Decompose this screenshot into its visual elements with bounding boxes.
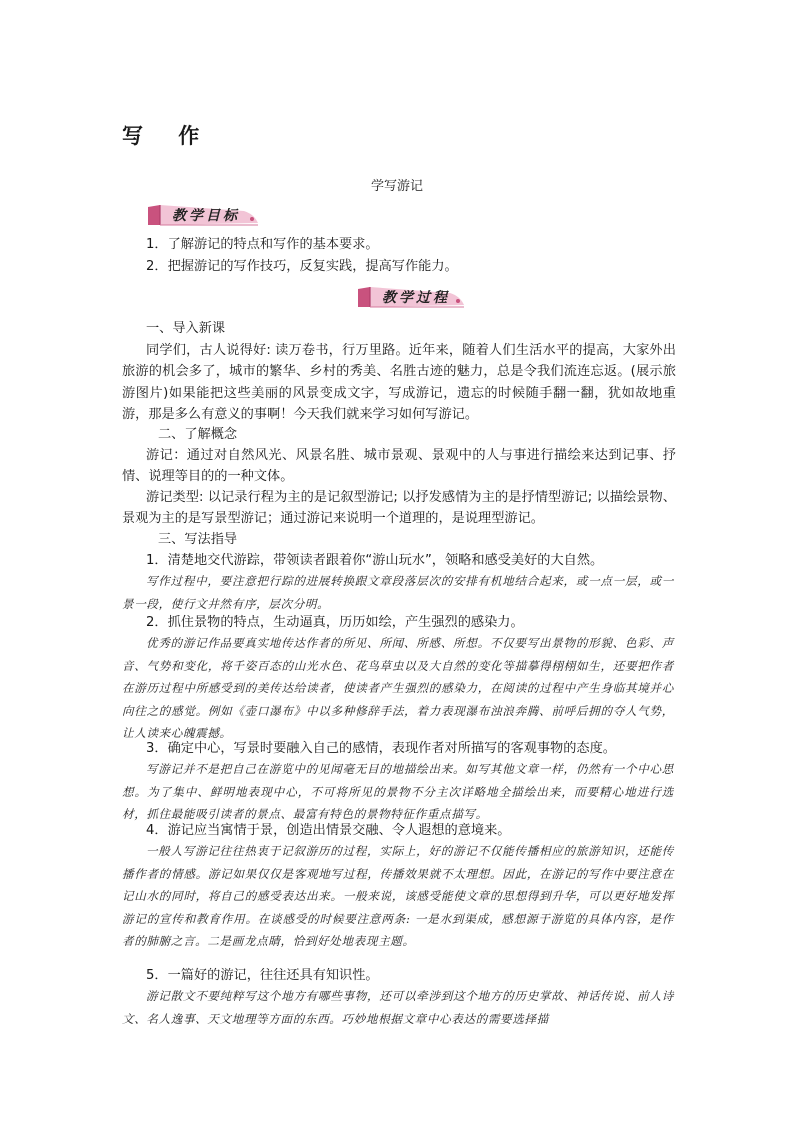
method-point-4: 4．游记应当寓情于景，创造出情景交融、令人遐想的意境来。 bbox=[146, 823, 511, 838]
objective-item-2: 2．把握游记的写作技巧，反复实践，提高写作能力。 bbox=[146, 259, 458, 274]
intro-heading: 一、导入新课 bbox=[146, 321, 226, 336]
section-title: 写 作 bbox=[122, 123, 214, 148]
method-note-4: 一般人写游记往往热衷于记叙游历的过程，实际上，好的游记不仅能传播相应的旅游知识，还能传播作者的情感。游记如果仅仅是客观地写过程，传播效果就不太理想。因此，在游记的写作中要注意在记山水的同时，将自己的感受表达出来。一般来说，该感受能使文章的思想得到升华，可以更好地发挥游记的宣传和教育作用。在谈感受的时候要注意两条: 一是水到渠成，感想源于游览的具体内容，是作者的肺腑之言。二是画龙点睛，恰到好处地表现主题。 bbox=[122, 844, 674, 949]
objective-item-1: 1．了解游记的特点和写作的基本要求。 bbox=[146, 237, 379, 252]
concept-definition: 游记：通过对自然风光、风景名胜、城市景观、景观中的人与事进行描绘来达到记事、抒情、说理等目的的一种文体。 bbox=[122, 448, 676, 485]
method-point-5: 5．一篇好的游记，往往还具有知识性。 bbox=[146, 968, 379, 983]
method-note-5: 游记散文不要纯粹写这个地方有哪些事物，还可以牵涉到这个地方的历史掌故、神话传说、前人诗文、名人逸事、天文地理等方面的东西。巧妙地根据文章中心表达的需要选择描 bbox=[122, 989, 674, 1026]
method-point-3: 3．确定中心，写景时要融入自己的感情，表现作者对所描写的客观事物的态度。 bbox=[146, 741, 616, 756]
method-point-2: 2．抓住景物的特点，生动逼真，历历如绘，产生强烈的感染力。 bbox=[146, 615, 524, 630]
method-point-1: 1．清楚地交代游踪，带领读者跟着你“游山玩水”，领略和感受美好的大自然。 bbox=[146, 553, 604, 568]
method-note-3: 写游记并不是把自己在游览中的见闻毫无目的地描绘出来。如写其他文章一样，仍然有一个中心思想。为了集中、鲜明地表现中心，不可将所见的景物不分主次详略地全描绘出来，而要精心地进行选材，抓住最能吸引读者的景点、最富有特色的景物特征作重点描写。 bbox=[122, 762, 674, 822]
process-badge bbox=[356, 285, 466, 309]
objectives-badge bbox=[146, 203, 260, 227]
process-badge-label: 教学过程 bbox=[382, 290, 450, 306]
method-heading: 三、写法指导 bbox=[158, 532, 238, 547]
document-title: 学写游记 bbox=[370, 179, 423, 194]
concept-heading: 二、了解概念 bbox=[158, 427, 238, 442]
objectives-badge-label: 教学目标 bbox=[172, 208, 240, 224]
concept-types: 游记类型: 以记录行程为主的是记叙型游记; 以抒发感情为主的是抒情型游记; 以描绘景物、景观为主的是写景型游记；通过游记来说明一个道理的，是说理型游记。 bbox=[122, 490, 676, 527]
method-note-2: 优秀的游记作品要真实地传达作者的所见、所闻、所感、所想。不仅要写出景物的形貌、色彩、声音、气势和变化，将千姿百态的山光水色、花鸟草虫以及大自然的变化等描摹得栩栩如生，还要把作者在游历过程中所感受到的美传达给读者，使读者产生强烈的感染力，在阅读的过程中产生身临其境并心向往之的感觉。例如《壶口瀑布》中以多种修辞手法，着力表现瀑布浊浪奔腾、前呼后拥的夺人气势，让人读来心魄震撼。 bbox=[122, 636, 674, 741]
intro-text: 同学们，古人说得好: 读万卷书，行万里路。近年来，随着人们生活水平的提高，大家外出旅游的机会多了，城市的繁华、乡村的秀美、名胜古迹的魅力，总是令我们流连忘返。(展示旅游图片)如果能把这些美丽的风景变成文字，写成游记，遗忘的时候随手翻一翻，犹如故地重游，那是多么有意义的事啊！今天我们就来学习如何写游记。 bbox=[122, 343, 676, 423]
method-note-1: 写作过程中，要注意把行踪的进展转换跟文章段落层次的安排有机地结合起来，或一点一层，或一景一段，使行文井然有序，层次分明。 bbox=[122, 574, 674, 611]
